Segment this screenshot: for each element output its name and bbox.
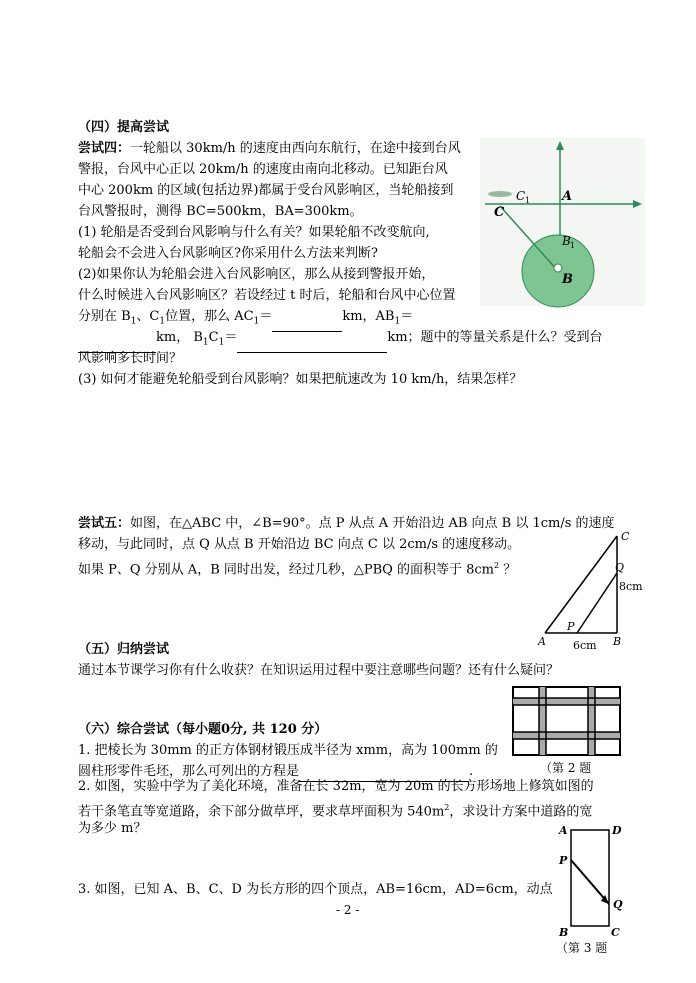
label-q: Q bbox=[613, 898, 623, 911]
road-horizontal-1 bbox=[513, 698, 620, 705]
typhoon-figure bbox=[480, 138, 645, 306]
problem-5-line-2: 移动，与此同时，点 Q 从点 B 开始沿边 BC 向点 C 以 2cm/s 的速度移动。 bbox=[78, 537, 521, 552]
label-a: A bbox=[559, 824, 568, 837]
problem-4-line-3: 中心 200km 的区域(包括边界)都属于受台风影响区，当轮船接到 bbox=[78, 183, 454, 198]
problem-4-q2-b: 什么时候进入台风影响区？若设经过 t 时后，轮船和台风中心位置 bbox=[78, 288, 456, 303]
caption-fig-3: （第 3 题 bbox=[556, 941, 608, 955]
segment-pq bbox=[571, 860, 609, 904]
rectangle-figure bbox=[555, 822, 630, 940]
label-p: P bbox=[567, 620, 575, 633]
typhoon-eye bbox=[554, 264, 562, 272]
problem-4-q2-a: (2)如果你认为轮船会进入台风影响区，那么从接到警报开始， bbox=[78, 267, 435, 282]
problem-4-q1-a: (1) 轮船是否受到台风影响与什么有关？如果轮船不改变航向, bbox=[78, 225, 430, 240]
label-8cm: 8cm bbox=[619, 580, 643, 593]
lawn-roads-figure bbox=[512, 686, 622, 758]
section-heading-4: （四）提高尝试 bbox=[78, 120, 170, 135]
triangle-figure bbox=[535, 528, 645, 652]
problem-4-line-1: 尝试四：一轮船以 30km/h 的速度由西向东航行，在途中接到台风 bbox=[78, 141, 461, 156]
problem-6-1-b: 圆柱形零件毛坯，那么可列出的方程是 . bbox=[78, 762, 473, 782]
label-q: Q bbox=[615, 561, 625, 574]
problem-6-2-b: 若干条笔直等宽道路，余下部分做草坪，要求草坪面积为 $540m^2$，求设计方案中道路的宽 bbox=[78, 803, 593, 820]
problem-4-q2-e: 风影响多长时间？ bbox=[78, 351, 183, 366]
problem-6-2-c: 为多少 m？ bbox=[78, 821, 147, 836]
problem-4-q1-b: 轮船会不会进入台风影响区?你采用什么方法来判断? bbox=[78, 246, 378, 261]
page-number: - 2 - bbox=[336, 903, 360, 917]
label-6cm: 6cm bbox=[573, 639, 597, 652]
label-c1-sub: 1 bbox=[525, 196, 531, 205]
road-horizontal-2 bbox=[513, 732, 620, 739]
problem-4-line-2: 警报，台风中心正以 20km/h 的速度由南向北移动。已知距台风 bbox=[78, 162, 448, 177]
section-5-text: 通过本节课学习你有什么收获？在知识运用过程中要注意哪些问题？还有什么疑问？ bbox=[78, 663, 560, 678]
label-b: B bbox=[562, 272, 573, 287]
section-heading-5: （五）归纳尝试 bbox=[78, 642, 170, 657]
label-b1: B bbox=[562, 234, 571, 248]
label-a: A bbox=[538, 635, 546, 648]
blank-b1c1[interactable] bbox=[237, 338, 387, 353]
label-c: C bbox=[611, 926, 620, 939]
ship-icon bbox=[488, 191, 512, 197]
caption-fig-2: （第 2 题 bbox=[540, 761, 592, 775]
label-c: C bbox=[621, 530, 630, 543]
problem-4-q3: (3) 如何才能避免轮船受到台风影响？如果把航速改为 10 km/h，结果怎样？ bbox=[78, 372, 523, 387]
label-b: B bbox=[559, 926, 569, 939]
problem-6-2-a: 2. 如图，实验中学为了美化环境，准备在长 32m，宽为 20m 的长方形场地上修筑如图的 bbox=[78, 779, 594, 794]
road-vertical-2 bbox=[588, 687, 595, 755]
problem-4-q2-d: km， $B_1C_1=$ km；题中的等量关系是什么？受到台 bbox=[78, 328, 603, 353]
problem-4-line-4: 台风警报时，测得 BC=500km，BA=300km。 bbox=[78, 204, 363, 219]
problem-5-line-3: 如果 P、Q 分别从 A，B 同时出发，经过几秒，△PBQ 的面积等于 $8cm^2$ ？ bbox=[78, 561, 517, 578]
rect-abcd bbox=[571, 830, 609, 926]
problem-5-line-1: 尝试五：如图，在△ABC 中，∠B=90°。点 P 从点 A 开始沿边 AB 向点 B 以 1cm/s 的速度 bbox=[78, 516, 615, 531]
side-ac bbox=[545, 536, 617, 633]
road-vertical-1 bbox=[539, 687, 546, 755]
problem-4-q2-c: 分别在 $B_1$、$C_1$位置，那么 $AC_1=$ km，$AB_1=$ bbox=[78, 307, 413, 332]
label-p: P bbox=[559, 854, 568, 867]
label-c: C bbox=[494, 205, 505, 220]
label-c1: C bbox=[516, 189, 526, 203]
label-b: B bbox=[613, 635, 622, 648]
label-b1-sub: 1 bbox=[570, 241, 576, 250]
label-a: A bbox=[562, 189, 573, 204]
problem-6-3: 3. 如图，已知 A、B、C、D 为长方形的四个顶点，AB=16cm，AD=6cm，动点 bbox=[78, 882, 553, 897]
problem-6-1-a: 1. 把棱长为 30mm 的正方体钢材锻压成半径为 xmm，高为 100mm 的 bbox=[78, 743, 498, 758]
label-d: D bbox=[612, 824, 622, 837]
section-heading-6: （六）综合尝试（每小题0分, 共 120 分） bbox=[78, 722, 328, 737]
